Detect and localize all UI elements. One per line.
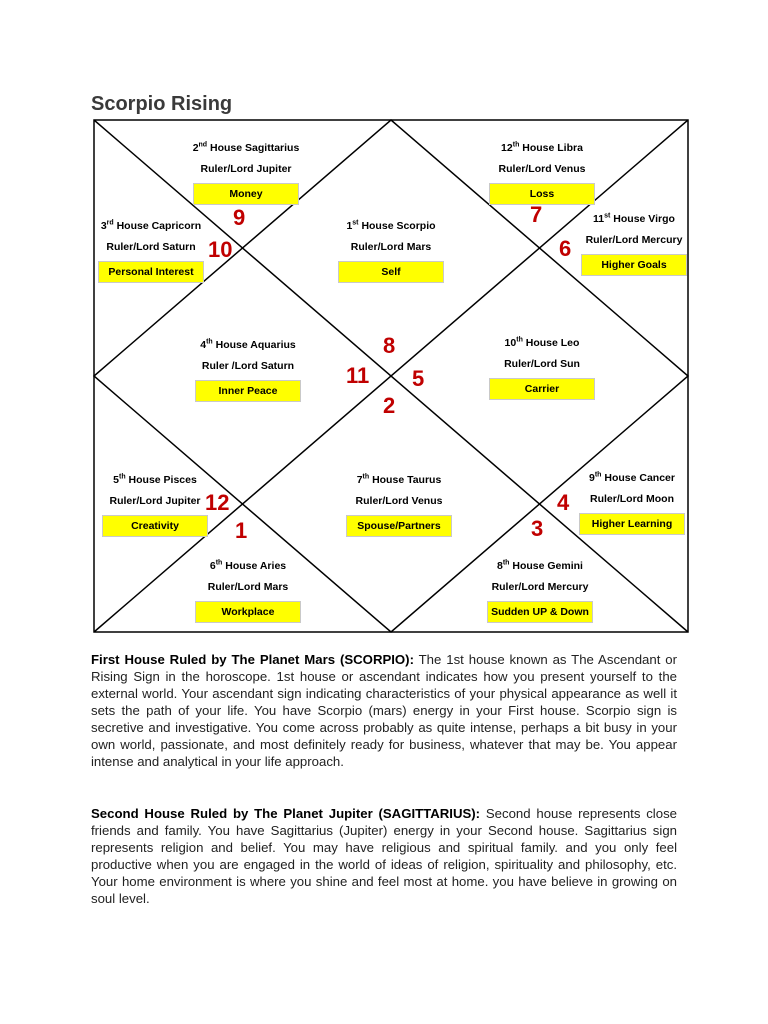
house-7: 7th House Taurus Ruler/Lord Venus Spouse/Partners <box>314 474 484 537</box>
house-3-tag: Personal Interest <box>98 261 204 283</box>
sign-number: 11 <box>346 363 370 388</box>
sign-number: 1 <box>235 518 248 543</box>
house-10: 10th House Leo Ruler/Lord Sun Carrier <box>457 337 627 400</box>
page-title: Scorpio Rising <box>91 93 233 115</box>
house-9: 9th House Cancer Ruler/Lord Moon Higher Learning <box>547 472 717 535</box>
paragraph-first-house <box>91 651 677 770</box>
house-5-tag: Creativity <box>102 515 208 537</box>
sign-number: 8 <box>383 333 396 358</box>
house-1: 1st House Scorpio Ruler/Lord Mars Self <box>306 220 476 283</box>
house-2-tag: Money <box>193 183 299 205</box>
sign-number: 7 <box>530 202 543 227</box>
house-7-tag: Spouse/Partners <box>346 515 452 537</box>
house-5: 5th House Pisces Ruler/Lord Jupiter Creativity <box>70 474 240 537</box>
paragraph-heading: Second House Ruled by The Planet Jupiter (SAGITTARIUS): <box>91 806 481 821</box>
sign-number: 6 <box>559 236 572 261</box>
sign-number: 9 <box>233 205 246 230</box>
sign-number: 2 <box>383 393 396 418</box>
paragraph-heading: First House Ruled by The Planet Mars (SCORPIO): <box>91 652 414 667</box>
sign-number: 12 <box>205 490 230 515</box>
house-11: 11st House Virgo Ruler/Lord Mercury Higher Goals <box>549 213 719 276</box>
house-11-tag: Higher Goals <box>581 254 687 276</box>
paragraph-body: The 1st house known as The Ascendant or Rising Sign in the horoscope. 1st house or ascendant indicates how you present yourself to the external world. Your ascendant sign indicating characteristics of your physical appearance as well it sets the path of your life. You have Scorpio (mars) energy in your First house. Scorpio sign is secretive and investigative. You come across probably as quite intense, perhaps a bit busy in your own world, passionate, and most definitely ready for business, whatever that may be. You appear intense and analytical in your life approach. <box>91 652 677 769</box>
paragraph-body: Second house represents close friends and family. You have Sagittarius (Jupiter) energy in your Second house. Sagittarius sign represents religion and belief. You may have religious and spiritual family. and you only feel productive when you are engaged in the world of ideas of religion, spirituality and philosophy, etc. Your home environment is where you shine and feel most at home. you have believe in growing on soul level. <box>91 806 678 906</box>
house-10-tag: Carrier <box>489 378 595 400</box>
sign-number: 5 <box>412 366 425 391</box>
house-12-tag: Loss <box>489 183 595 205</box>
house-4-tag: Inner Peace <box>195 380 301 402</box>
paragraph-second-house <box>91 805 677 907</box>
sign-number: 4 <box>557 490 570 515</box>
house-6: 6th House Aries Ruler/Lord Mars Workplace <box>163 560 333 623</box>
sign-number: 10 <box>208 237 233 262</box>
house-4: 4th House Aquarius Ruler /Lord Saturn Inner Peace <box>163 339 333 402</box>
house-8: 8th House Gemini Ruler/Lord Mercury Sudden UP & Down <box>455 560 625 623</box>
sign-number: 3 <box>531 516 544 541</box>
house-1-tag: Self <box>338 261 444 283</box>
house-6-tag: Workplace <box>195 601 301 623</box>
house-9-tag: Higher Learning <box>579 513 685 535</box>
house-12: 12th House Libra Ruler/Lord Venus Loss <box>457 142 627 205</box>
house-2: 2nd House Sagittarius Ruler/Lord Jupiter Money <box>161 142 331 205</box>
house-3: 3rd House Capricorn Ruler/Lord Saturn Personal Interest <box>66 220 236 283</box>
house-8-tag: Sudden UP & Down <box>487 601 593 623</box>
